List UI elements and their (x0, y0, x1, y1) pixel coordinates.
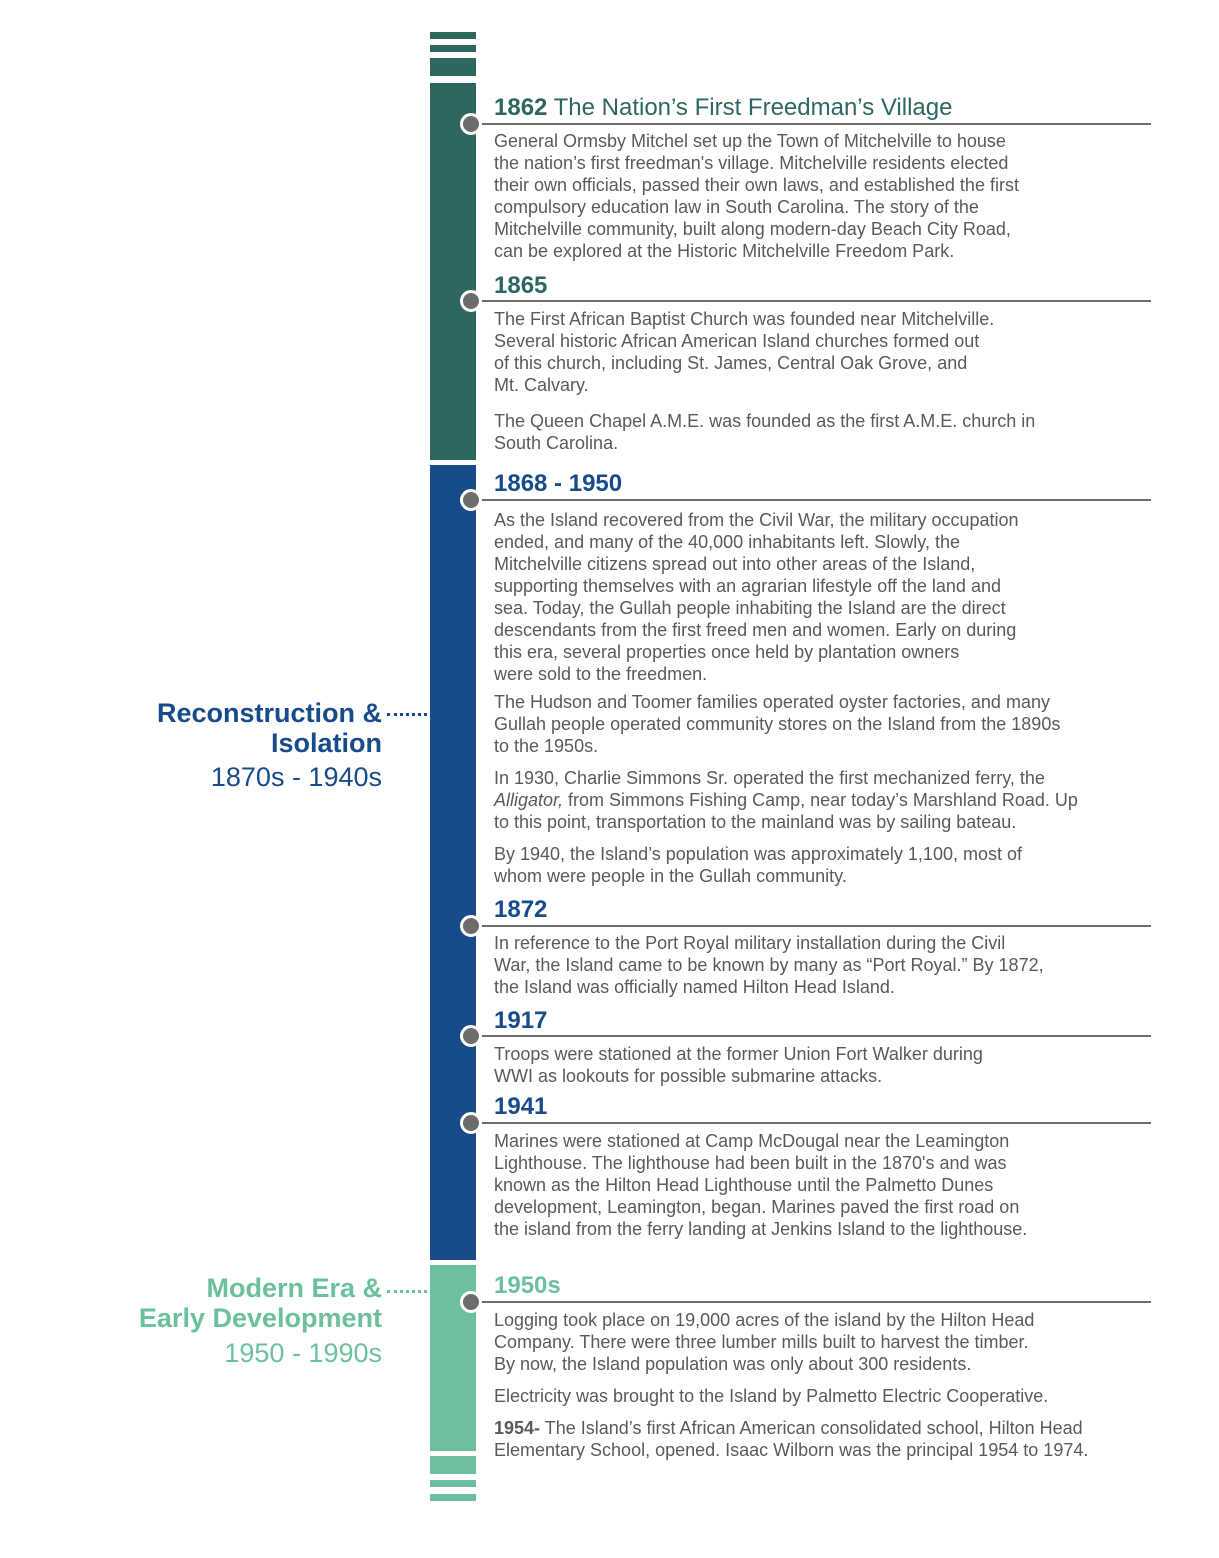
event-paragraph: Electricity was brought to the Island by Palmetto Electric Cooperative. (494, 1386, 1049, 1406)
event-heading (494, 1093, 547, 1121)
timeline-node (460, 1025, 482, 1047)
event-year: 1872 (494, 896, 548, 923)
event-paragraph-ferry (494, 767, 1078, 833)
event-rule (476, 1301, 1151, 1303)
timeline-node (460, 113, 482, 135)
event-paragraph: Troops were stationed at the former Union Fort Walker during WWI as lookouts for possible submarine attacks. (494, 1044, 983, 1086)
event-paragraph: Logging took place on 19,000 acres of the island by the Hilton Head Company. There were three lumber mills built to harvest the timber. By now, the Island population was only about 300 residents. (494, 1310, 1035, 1374)
event-paragraph: Marines were stationed at Camp McDougal near the Leamington Lighthouse. The lighthouse had been built in the 1870's and was known as the Hilton Head Lighthouse until the Palmetto Dunes development, Leamington, began. Marines paved the first road on the island from the ferry landing at Jenkins Island to the lighthouse. (494, 1131, 1028, 1239)
era-connector-modern (387, 1290, 427, 1293)
timeline-node (460, 489, 482, 511)
era-title-modern (139, 1273, 382, 1333)
event-year: 1865 (494, 272, 548, 299)
event-year: 1950s (494, 1272, 561, 1299)
era-title-line: Early Development (138, 1303, 382, 1333)
event-heading (494, 272, 547, 300)
bar-stripe-bottom-1 (430, 1456, 476, 1474)
timeline-bar-civil-war (430, 83, 476, 460)
event-paragraph: By 1940, the Island’s population was approximately 1,100, most of whom were people in the Gullah community. (494, 844, 1022, 886)
event-rule (476, 300, 1151, 302)
event-year: 1862 (494, 94, 548, 121)
school-text: The Island’s first African American consolidated school, Hilton Head Elementary School, opened. Isaac Wilborn was the principal 1954 to 1974. (494, 1418, 1089, 1460)
timeline-node (460, 290, 482, 312)
ferry-rest: from Simmons Fishing Camp, near today’s Marshland Road. Up to this point, transportation to the mainland was by sailing bateau. (494, 790, 1078, 832)
timeline-bar-reconstruction (430, 465, 476, 1260)
era-title-line: Isolation (270, 728, 382, 758)
era-title-line: Modern Era & (206, 1273, 382, 1303)
event-year: 1868 - 1950 (494, 470, 623, 497)
event-paragraph: The Queen Chapel A.M.E. was founded as the first A.M.E. church in South Carolina. (494, 411, 1036, 453)
event-paragraph: General Ormsby Mitchel set up the Town of Mitchelville to house the nation’s first freedman's village. Mitchelville residents elected their own officials, passed their own laws, and established the first compulsory education law in South Carolina. The story of the Mitchelville community, built along modern-day Beach City Road, can be explored at the Historic Mitchelville Freedom Park. (494, 131, 1019, 261)
bar-stripe-top-1 (430, 32, 476, 39)
event-paragraph: In reference to the Port Royal military installation during the Civil War, the Island came to be known by many as “Port Royal.” By 1872, the Island was officially named Hilton Head Island. (494, 933, 1044, 997)
bar-stripe-bottom-2 (430, 1480, 476, 1487)
school-year: 1954- (494, 1418, 541, 1438)
ferry-name: Alligator, (494, 790, 564, 810)
event-rule (476, 123, 1151, 125)
era-title-line: Reconstruction & (156, 698, 382, 728)
era-years-reconstruction: 1870s - 1940s (210, 762, 382, 792)
event-year: 1941 (494, 1093, 548, 1120)
era-connector-reconstruction (387, 713, 427, 716)
event-heading (494, 1272, 561, 1300)
timeline-node (460, 1112, 482, 1134)
event-paragraph: As the Island recovered from the Civil War, the military occupation ended, and many of the 40,000 inhabitants left. Slowly, the Mitchelville citizens spread out into other areas of the Island, supporting themselves with an agrarian lifestyle off the land and sea. Today, the Gullah people inhabiting the Island are the direct descendants from the first freed men and women. Early on during this era, several properties once held by plantation owners were sold to the freedmen. (494, 510, 1019, 684)
era-years-modern: 1950 - 1990s (224, 1338, 382, 1368)
bar-stripe-bottom-3 (430, 1494, 476, 1501)
timeline-node (460, 915, 482, 937)
event-rule (476, 925, 1151, 927)
event-title: The Nation’s First Freedman’s Village (553, 94, 953, 121)
bar-stripe-top-2 (430, 45, 476, 52)
event-heading (494, 94, 952, 122)
event-rule (476, 1035, 1151, 1037)
event-heading (494, 896, 547, 924)
era-title-reconstruction (157, 698, 382, 758)
event-paragraph-school (494, 1417, 1088, 1461)
event-paragraph: The First African Baptist Church was founded near Mitchelville. Several historic African American Island churches formed out of this church, including St. James, Central Oak Grove, and Mt. Calvary. (494, 309, 995, 395)
event-paragraph: The Hudson and Toomer families operated oyster factories, and many Gullah people operated community stores on the Island from the 1890s to the 1950s. (494, 692, 1061, 756)
event-heading (494, 470, 622, 498)
event-year: 1917 (494, 1007, 548, 1034)
bar-stripe-top-3 (430, 58, 476, 76)
event-heading (494, 1007, 547, 1035)
event-rule (476, 499, 1151, 501)
event-rule (476, 1122, 1151, 1124)
timeline-node (460, 1291, 482, 1313)
ferry-lead: In 1930, Charlie Simmons Sr. operated the first mechanized ferry, the (494, 768, 1045, 788)
